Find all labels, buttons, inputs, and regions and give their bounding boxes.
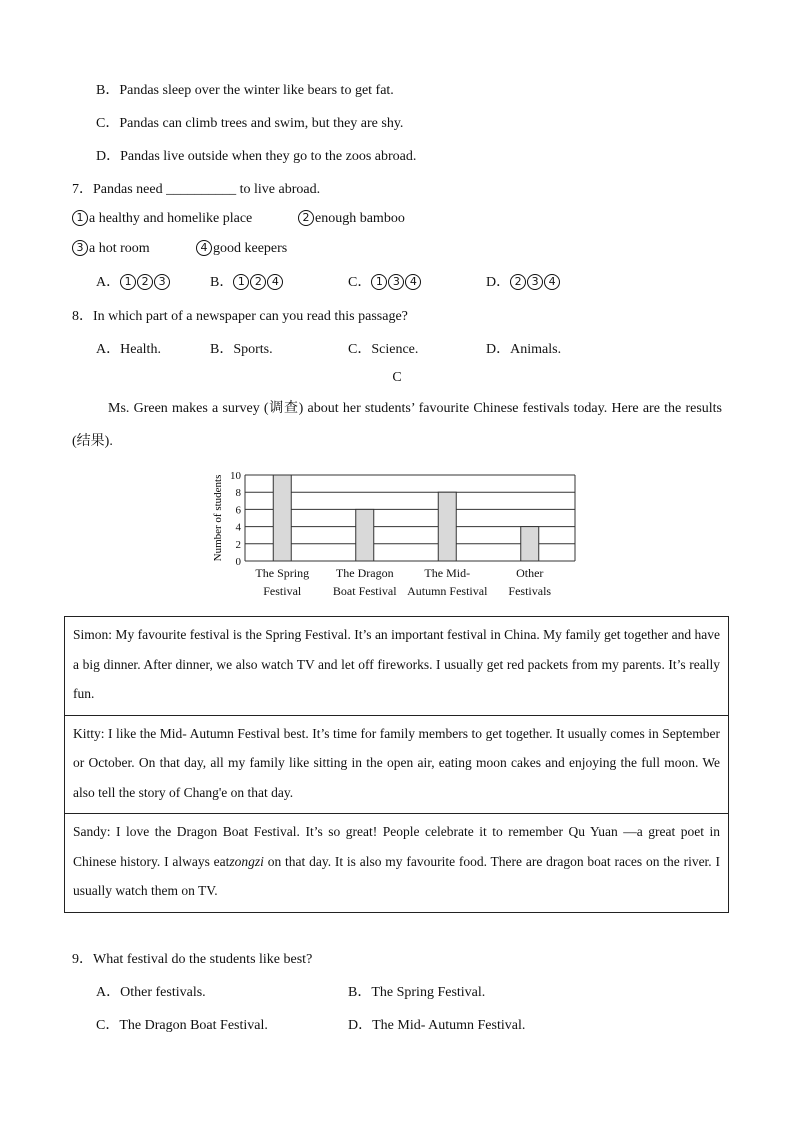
option-text: The Dragon Boat Festival.	[119, 1018, 268, 1033]
x-tick-label: The Dragon	[335, 566, 394, 580]
item-text: good keepers	[213, 241, 288, 256]
passage-italic-word: zongzi	[229, 853, 264, 869]
section-intro: Ms. Green makes a survey (调查) about her students’ favourite Chinese festivals today. Here are the results (结果).	[72, 401, 722, 449]
option-letter: A．	[96, 342, 121, 357]
chart-bars	[273, 475, 539, 561]
circled-number: 1	[120, 274, 136, 290]
q7-item-1	[72, 210, 252, 227]
passage-simon: Simon: My favourite festival is the Spring Festival. It’s an important festival in China. My family get together and have a big dinner. After dinner, we also watch TV and let off fireworks. I usually get red packets from my parents. It’s really fun.	[65, 617, 728, 716]
stem-before: Pandas need	[93, 182, 163, 197]
q7-item-4	[196, 240, 287, 257]
y-tick-labels	[230, 470, 242, 568]
q7-option-c	[348, 271, 422, 291]
q8-option-b	[210, 338, 273, 358]
option-text: Other festivals.	[120, 985, 206, 1000]
bar-4	[521, 527, 539, 561]
question-text: What festival do the students like best?	[93, 952, 313, 967]
q7-item-2	[298, 210, 405, 227]
q9-stem	[72, 948, 312, 968]
x-category-labels	[255, 566, 551, 598]
option-letter: C．	[96, 1018, 120, 1033]
x-tick-label: Boat Festival	[332, 584, 397, 598]
x-tick-label: Autumn Festival	[407, 584, 488, 598]
x-tick-label: Festival	[263, 584, 302, 598]
item-text: a healthy and homelike place	[89, 211, 253, 226]
x-tick-label: Festivals	[508, 584, 552, 598]
item-text: enough bamboo	[315, 211, 405, 226]
circled-number: 2	[250, 274, 266, 290]
option-text: Pandas live outside when they go to the zoos abroad.	[120, 149, 417, 164]
circled-number: 1	[371, 274, 387, 290]
q9-option-a	[96, 981, 206, 1001]
q9-option-d	[348, 1014, 525, 1034]
q6-option-c	[96, 112, 403, 132]
question-number: 9．	[72, 952, 93, 967]
option-letter: B．	[210, 342, 234, 357]
circled-number: 2	[137, 274, 153, 290]
q6-option-d	[96, 145, 416, 165]
option-letter: D．	[96, 149, 121, 164]
bar-3	[438, 492, 456, 561]
circled-number-4: 4	[196, 240, 212, 256]
q7-option-a	[96, 271, 171, 291]
circled-number: 3	[527, 274, 543, 290]
option-letter: A．	[96, 985, 121, 1000]
q7-option-b	[210, 271, 284, 291]
q6-option-b	[96, 79, 394, 99]
option-letter: A．	[96, 275, 121, 290]
circled-number: 4	[405, 274, 421, 290]
option-letter: C．	[96, 116, 120, 131]
section-heading: C	[392, 370, 402, 385]
q8-option-a	[96, 338, 161, 358]
option-text: Science.	[371, 342, 419, 357]
festival-bar-chart	[205, 462, 595, 607]
circled-number: 4	[544, 274, 560, 290]
option-text: The Mid- Autumn Festival.	[372, 1018, 526, 1033]
circled-number: 3	[388, 274, 404, 290]
answer-blank: __________	[166, 182, 237, 197]
option-text: Health.	[120, 342, 161, 357]
q9-option-b	[348, 981, 485, 1001]
circled-number: 4	[267, 274, 283, 290]
circled-number-2: 2	[298, 210, 314, 226]
option-text: Animals.	[510, 342, 562, 357]
x-tick-label: Other	[516, 566, 544, 580]
passage-sandy	[65, 814, 728, 912]
q8-option-c	[348, 338, 418, 358]
option-letter: C．	[348, 275, 372, 290]
option-letter: D．	[486, 275, 511, 290]
passages-box	[64, 616, 729, 913]
y-tick-label: 6	[235, 504, 241, 517]
y-tick-label: 2	[235, 538, 241, 551]
stem-after: to live abroad.	[239, 182, 321, 197]
question-number: 7．	[72, 182, 93, 197]
option-letter: D．	[348, 1018, 373, 1033]
circled-number: 3	[154, 274, 170, 290]
option-text: The Spring Festival.	[371, 985, 486, 1000]
y-tick-label: 10	[230, 470, 241, 482]
option-text: Sports.	[233, 342, 273, 357]
option-letter: B．	[348, 985, 372, 1000]
option-letter: B．	[96, 83, 120, 98]
circled-number: 2	[510, 274, 526, 290]
passage-kitty: Kitty: I like the Mid- Autumn Festival best. It’s time for family members to get together. It usually comes in September or October. On that day, all my family like sitting in the open air, eating moon cakes and enjoying the full moon. We also tell the story of Chang'e on that day.	[65, 716, 728, 815]
y-axis-label: Number of students	[212, 474, 224, 562]
circled-number-3: 3	[72, 240, 88, 256]
question-number: 8．	[72, 309, 93, 324]
y-tick-label: 8	[235, 487, 241, 500]
option-letter: D．	[486, 342, 511, 357]
bar-1	[273, 475, 291, 561]
question-text: In which part of a newspaper can you read this passage?	[93, 309, 408, 324]
q7-stem	[72, 178, 320, 198]
circled-number: 1	[233, 274, 249, 290]
passage-text: Sandy: I love the Dragon Boat Festival. It’s so great! People celebrate it to remember Qu Yuan —a great poet in Chinese history. I always eat	[73, 824, 720, 869]
circled-number-1: 1	[72, 210, 88, 226]
option-letter: C．	[348, 342, 372, 357]
option-text: Pandas sleep over the winter like bears to get fat.	[119, 83, 394, 98]
y-tick-label: 0	[235, 556, 241, 568]
option-letter: B．	[210, 275, 234, 290]
q7-item-3	[72, 240, 150, 257]
y-tick-label: 4	[235, 521, 241, 534]
bar-2	[356, 509, 374, 561]
q7-option-d	[486, 271, 561, 291]
item-text: a hot room	[89, 241, 150, 256]
passage-text: on that day. It is also my favourite food. There are dragon boat races on the river. I usually watch them on TV.	[73, 853, 720, 898]
q8-stem	[72, 305, 408, 325]
x-tick-label: The Mid-	[424, 566, 471, 580]
option-text: Pandas can climb trees and swim, but they are shy.	[119, 116, 404, 131]
q9-option-c	[96, 1014, 268, 1034]
x-tick-label: The Spring	[255, 566, 310, 580]
q8-option-d	[486, 338, 561, 358]
